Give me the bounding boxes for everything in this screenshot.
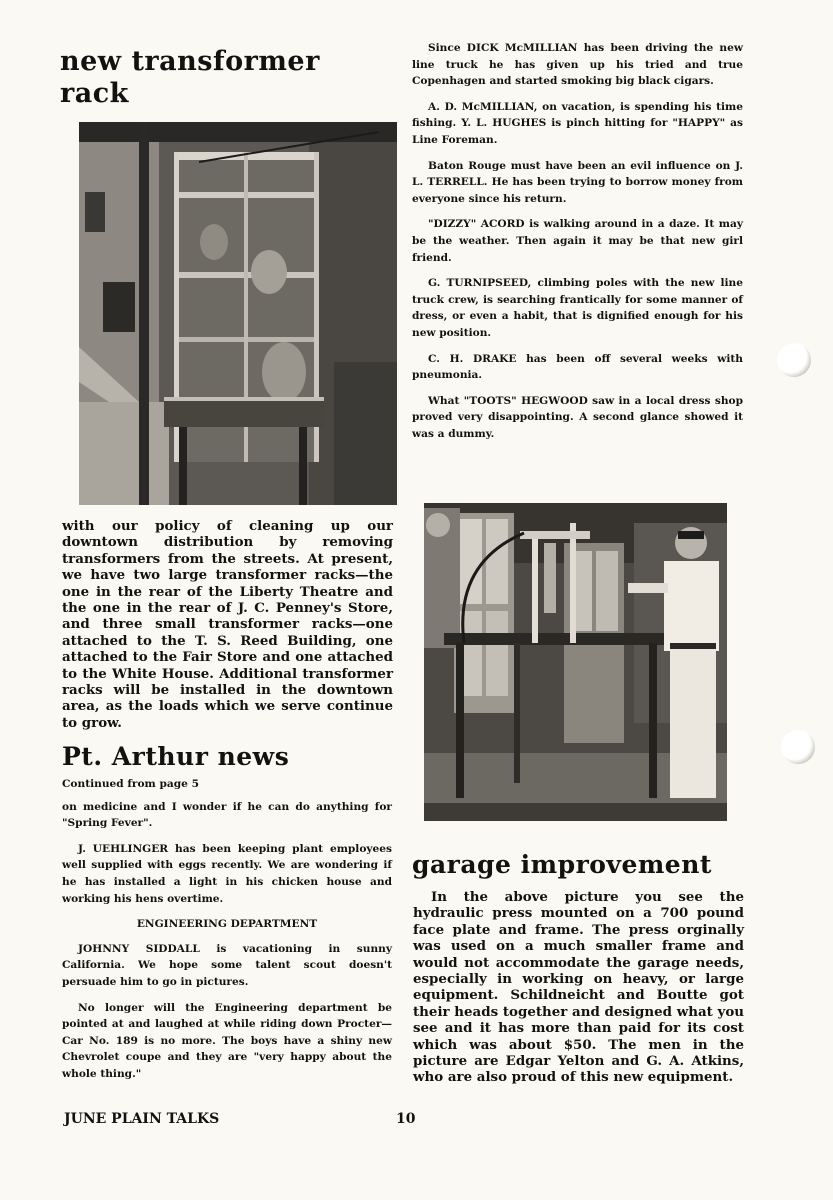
heading-line-1: new transformer [60,46,320,77]
heading-line-2: rack [60,78,129,109]
news-items-column [412,40,743,451]
news-item: "DIZZY" ACORD is walking around in a daze. It may be the weather. Then again it may be that new girl friend. [412,218,743,264]
footer-publication: JUNE PLAIN TALKS [64,1111,220,1127]
news-item: G. TURNIPSEED, climbing poles with the new line truck crew, is searching frantically for some manner of dress, or even a habit, that is dignified enough for his new position. [412,277,743,339]
transformer-rack-photo [79,122,397,505]
pt-arthur-paragraph: J. UEHLINGER has been keeping plant employees well supplied with eggs recently. We are wondering if he has installed a light in his chicken house and working his hens overtime. [62,842,392,905]
transformer-paragraph: with our policy of cleaning up our downtown distribution by removing transformers from the streets. At present, we have two large transformer racks—the one in the rear of the Liberty Theatre and the one in the rear of J. C. Penney's Store, and three small transformer racks—one attached to the T. S. Reed Building, one attached to the Fair Store and one attached to the White House. Additional transformer racks will be installed in the downtown area, as the loads which we serve continue to grow. [62,518,393,731]
transformer-rack-heading [60,46,320,110]
footer-page-number: 10 [396,1111,416,1127]
news-item: Since DICK McMILLIAN has been driving the new line truck he has given up his tried and true Copenhagen and started smoking big black cigars. [412,42,743,88]
pt-arthur-section [62,776,392,1092]
transformer-article-body [62,518,393,731]
news-item: What "TOOTS" HEGWOOD saw in a local dress shop proved very disappointing. A second glance showed it was a dummy. [412,394,743,440]
garage-article-body [413,889,744,1086]
news-item: Baton Rouge must have been an evil influence on J. L. TERRELL. He has been trying to borrow money from everyone since his return. [412,159,743,205]
engineering-subheading: ENGINEERING DEPARTMENT [136,918,318,931]
garage-paragraph: In the above picture you see the hydraulic press mounted on a 700 pound face plate and frame. The press orginally was used on a much smaller frame and would not accommodate the garage needs, especially in working on heavy, or large equipment. Schildneicht and Boutte got their heads together and designed what you see and it has more than paid for its cost which was about $50. The men in the picture are Edgar Yelton and G. A. Atkins, who are also proud of this new equipment. [413,889,744,1086]
hydraulic-press-photo [424,503,727,821]
pt-arthur-paragraph: on medicine and I wonder if he can do anything for "Spring Fever". [62,800,392,830]
binder-hole-top [777,343,811,377]
news-item: C. H. DRAKE has been off several weeks with pneumonia. [412,352,743,382]
news-item: A. D. McMILLIAN, on vacation, is spending his time fishing. Y. L. HUGHES is pinch hitting for "HAPPY" as Line Foreman. [412,100,743,146]
continued-note: Continued from page 5 [62,778,199,790]
engineering-paragraph: JOHNNY SIDDALL is vacationing in sunny California. We hope some talent scout doesn't persuade him to go in pictures. [62,942,392,988]
engineering-paragraph: No longer will the Engineering department be pointed at and laughed at while riding down Procter—Car No. 189 is no more. The boys have a shiny new Chevrolet coupe and they are "very happy about the whole thing." [62,1001,392,1080]
garage-heading: garage improvement [412,850,712,879]
binder-hole-bottom [781,730,815,764]
pt-arthur-heading: Pt. Arthur news [62,742,290,771]
